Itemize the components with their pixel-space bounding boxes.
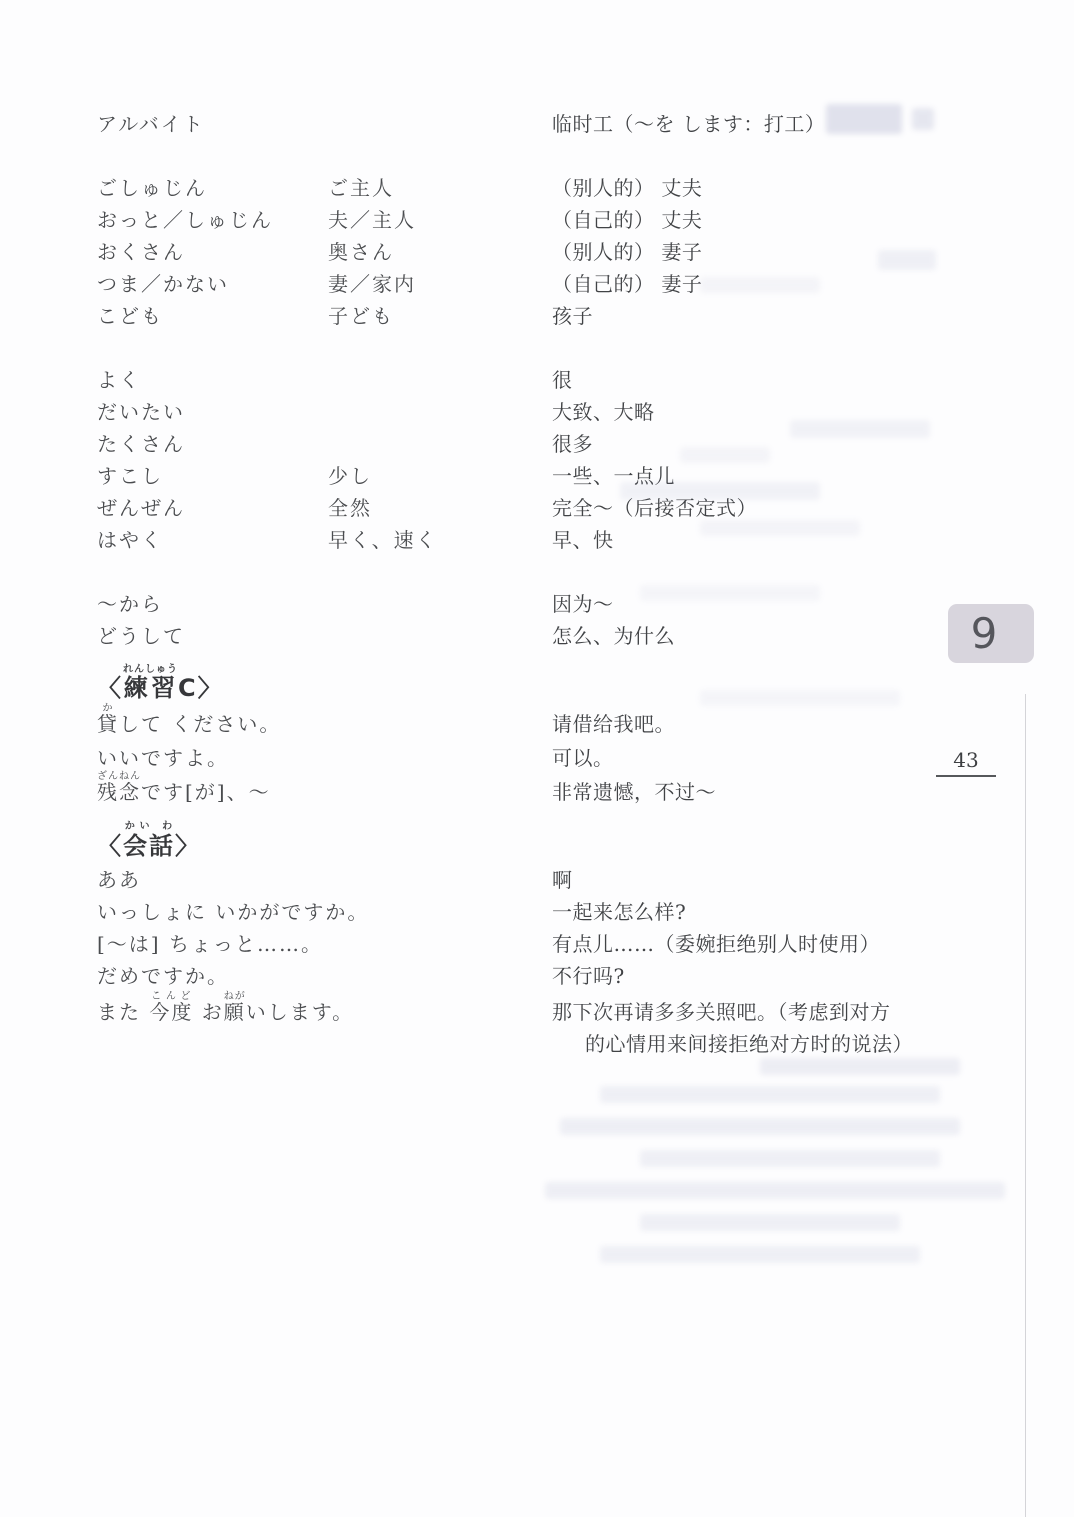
kanji-text: 少し [328, 464, 372, 488]
bleedthrough-artifact [826, 104, 902, 134]
jp-line: いいですよ。 [97, 746, 229, 770]
page-number: 43 [936, 748, 996, 777]
cn-text: 大致、大略 [552, 400, 655, 424]
phrase-row [97, 737, 1074, 771]
kana-text: だいたい [97, 400, 185, 424]
cn-text: 临时工（～を します：打工） [552, 112, 826, 136]
phrase-row [97, 893, 1074, 925]
ruby-title: 会話かい わ [123, 821, 175, 860]
cn-line: 那下次再请多多关照吧。（考虑到对方 [552, 1000, 891, 1024]
bleedthrough-artifact [878, 250, 936, 270]
jp-line: いっしょに いかがですか。 [97, 900, 370, 924]
cn-text: （别人的） 妻子 [552, 240, 703, 264]
jp-line: だめですか。 [97, 964, 229, 988]
cn-text: 很多 [552, 432, 593, 456]
cn-line: 可以。 [552, 746, 614, 770]
bleedthrough-artifact [640, 1150, 940, 1167]
bleedthrough-artifact [620, 482, 820, 500]
phrase-row [97, 861, 1074, 893]
kana-text: よく [97, 368, 141, 392]
title-suffix: C〉 [178, 674, 224, 702]
bleedthrough-artifact [790, 420, 930, 438]
kanji-text: 夫／主人 [328, 208, 416, 232]
bleedthrough-artifact [545, 1182, 1005, 1199]
cn-text: 完全～（后接否定式） [552, 496, 757, 520]
row-gap [97, 553, 1074, 585]
kana-text: すこし [97, 464, 163, 488]
vocab-row [97, 489, 1074, 521]
kana-text: どうして [97, 624, 185, 648]
bracket-close: 〉 [175, 832, 201, 860]
bleedthrough-artifact [700, 520, 860, 536]
cn-text: （别人的） 丈夫 [552, 176, 703, 200]
kana-text: おくさん [97, 240, 185, 264]
kanji-text: 妻／家内 [328, 272, 416, 296]
jp-line: 残念ざんねんです[が]、～ [97, 771, 271, 804]
jp-line: また 今度こんど お願ねがいします。 [97, 991, 355, 1024]
cn-text: 因为～ [552, 592, 614, 616]
ruby-text: 今度こんど [149, 991, 194, 1024]
kana-text: ぜんぜん [97, 496, 185, 520]
kanji-text: 奥さん [328, 240, 394, 264]
cn-text: 一些、一点儿 [552, 464, 675, 488]
ruby-text: 貸か [97, 703, 119, 736]
jp-line: ああ [97, 868, 141, 892]
kanji-text: 早く、速く [328, 528, 438, 552]
kana-text: ごしゅじん [97, 176, 207, 200]
cn-line: 有点儿……（委婉拒绝别人时使用） [552, 932, 880, 956]
jp-line: [～は] ちょっと……。 [97, 932, 323, 956]
bleedthrough-artifact [640, 1214, 900, 1231]
cn-line: 啊 [552, 868, 573, 892]
page-content [97, 105, 1074, 1057]
kanji-text: 全然 [328, 496, 372, 520]
cn-line: 一起来怎么样? [552, 900, 687, 924]
bleedthrough-artifact [680, 447, 770, 463]
section-title-kaiwa [97, 817, 1074, 861]
kana-text: はやく [97, 528, 163, 552]
cn-line: 请借给我吧。 [552, 712, 675, 736]
bleedthrough-artifact [912, 108, 934, 130]
kana-text: こども [97, 304, 163, 328]
phrase-row [97, 957, 1074, 989]
vocab-row [97, 169, 1074, 201]
bleedthrough-artifact [600, 1086, 940, 1103]
section-title-renshu-c [97, 659, 1074, 703]
cn-text: 早、快 [552, 528, 614, 552]
kanji-text: 子ども [328, 304, 394, 328]
cn-text: 很 [552, 368, 573, 392]
phrase-row [97, 925, 1074, 957]
phrase-row [97, 1025, 1074, 1057]
bleedthrough-artifact [700, 690, 900, 706]
bleedthrough-artifact [600, 1246, 920, 1263]
cn-line: 不行吗? [552, 964, 625, 988]
kana-text: ～から [97, 592, 163, 616]
bleedthrough-artifact [560, 1118, 960, 1135]
phrase-row [97, 703, 1074, 737]
row-gap [97, 329, 1074, 361]
vocab-row [97, 201, 1074, 233]
bracket-open: 〈 [97, 674, 123, 702]
cn-text: （自己的） 妻子 [552, 272, 703, 296]
bleedthrough-artifact [760, 1058, 960, 1075]
kana-text: おっと／しゅじん [97, 208, 273, 232]
lesson-number-tab [948, 604, 1034, 663]
ruby-text: 願ねが [223, 991, 246, 1024]
ruby-text: 残念ざんねん [97, 771, 141, 804]
cn-line-continuation: 的心情用来间接拒绝对方时的说法） [585, 1032, 913, 1056]
cn-text: 孩子 [552, 304, 593, 328]
vocab-row [97, 585, 1074, 617]
kana-text: アルバイト [97, 112, 205, 136]
vocab-row [97, 521, 1074, 553]
phrase-row [97, 771, 1074, 805]
phrase-row [97, 989, 1074, 1025]
vocab-row [97, 457, 1074, 489]
jp-line: 貸かして ください。 [97, 703, 282, 736]
lesson-number: 9 [970, 609, 998, 658]
bleedthrough-artifact [640, 585, 820, 601]
page-edge-scanline [1025, 694, 1026, 1517]
cn-text: 怎么、为什么 [552, 624, 675, 648]
kana-text: たくさん [97, 432, 185, 456]
bracket-open: 〈 [97, 832, 123, 860]
cn-line: 非常遗憾，不过～ [552, 780, 716, 804]
cn-text: （自己的） 丈夫 [552, 208, 703, 232]
row-gap [97, 137, 1074, 169]
vocab-row [97, 617, 1074, 649]
kana-text: つま／かない [97, 272, 229, 296]
vocab-row [97, 361, 1074, 393]
bleedthrough-artifact [700, 277, 820, 293]
vocab-row [97, 297, 1074, 329]
ruby-title: 練習れんしゅう [123, 664, 178, 702]
kanji-text: ご主人 [328, 176, 394, 200]
